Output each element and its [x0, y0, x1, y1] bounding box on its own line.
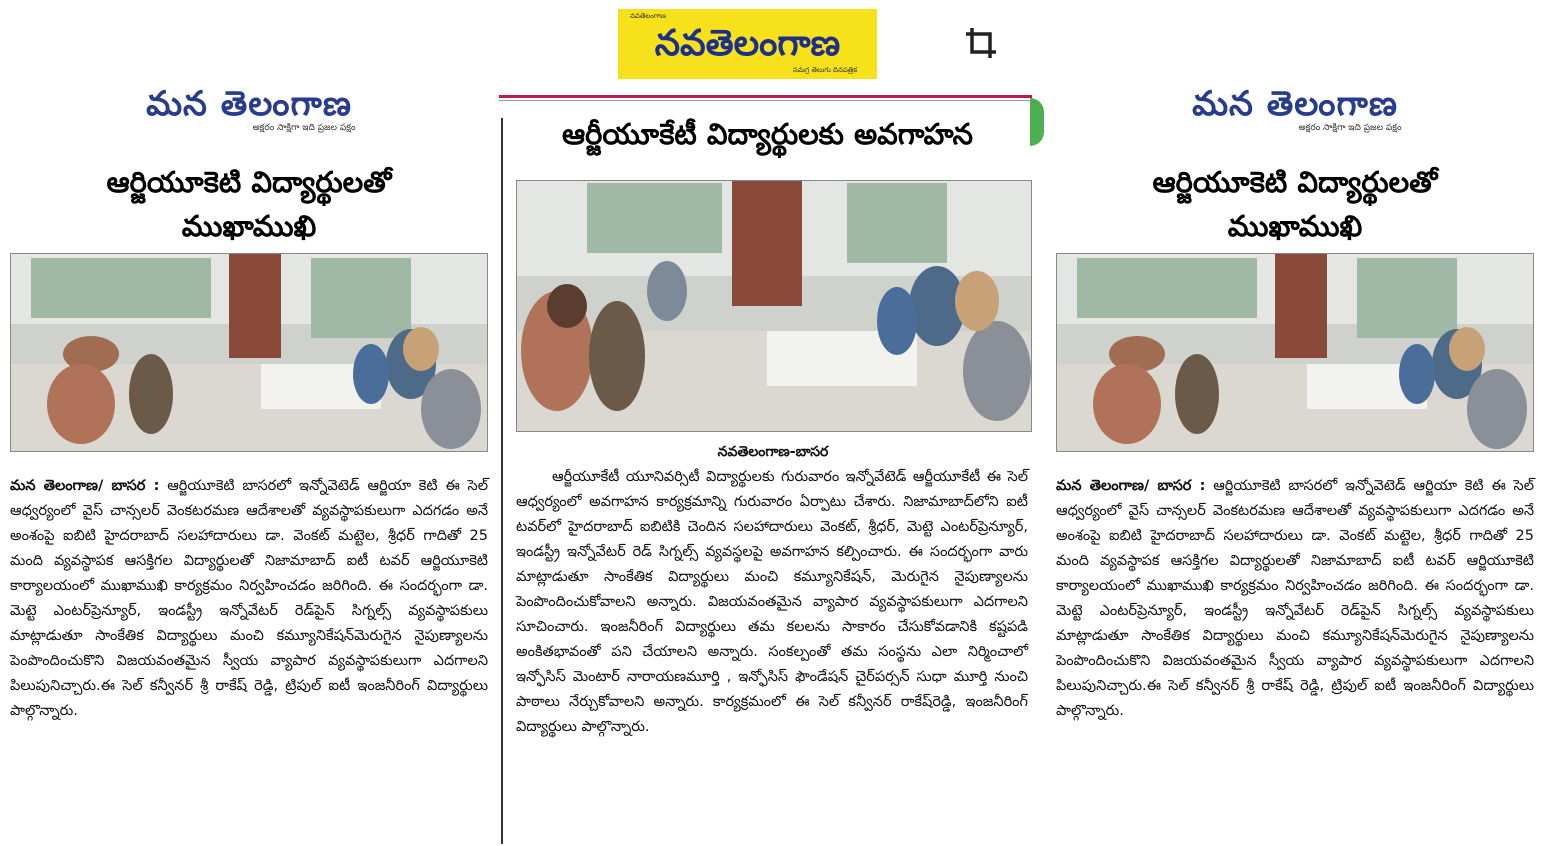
article-body [10, 474, 488, 724]
masthead-tagline: అక్షరం సాక్షిగా ఇది ప్రజల పక్షం [1298, 123, 1402, 133]
article-body [1056, 474, 1534, 724]
masthead-title: మన తెలంగాణ [1192, 84, 1398, 124]
right-clipping [1054, 0, 1536, 846]
logo-tagline: సమగ్ర తెలుగు దినపత్రిక [792, 66, 857, 74]
masthead [1054, 86, 1536, 134]
byline: నవతెలంగాణ-బాసర [717, 444, 829, 460]
dateline: మన తెలంగాణ/ బాసర : [1056, 478, 1206, 494]
masthead-title: మన తెలంగాణ [146, 84, 352, 124]
headline: ఆర్జీయూకేటీ విద్యార్థులకు అవగాహన [562, 117, 973, 151]
headline [8, 160, 490, 248]
news-photo [516, 180, 1032, 432]
masthead-tagline: అక్షరం సాక్షిగా ఇది ప్రజల పక్షం [252, 123, 356, 133]
logo-title: నవతెలంగాణ [654, 23, 841, 64]
article-text: ఆర్జియూకెటి బాసరలో ఇన్నోవెటెడ్ ఆర్జియా కెటి ఈ సెల్ ఆధ్వర్యంలో వైస్ చాన్సలర్ వెంకటరమణ ఆదేశాలతో వ్యవస్థాపకులుగా ఎదగడం అనే అంశంపై ఐబిటి హైదరాబాద్ సలహాదారులు డా. వెంకట్ మట్టెల, శ్రీధర్ గాదితో 25 మంది వ్యవస్థాపక ఆసక్తిగల విద్యార్థులతో నిజామాబాద్ ఐటీ టవర్ ఆర్జియూకెటి కార్యాలయంలో ముఖాముఖి కార్యక్రమం నిర్వహించడం జరిగింది. ఈ సందర్భంగా డా. మెట్టె ఎంటర్‌ప్రెన్యూర్, ఇండస్ట్రీ ఇన్నోవేటర్ రెడ్‌పైన్ సిగ్నల్స్ వ్యవస్థాపకులు మాట్లాడుతూ సాంకేతిక విద్యార్థులు మంచి కమ్యూనికేషన్‌మెరుగైన నైపుణ్యాలను పెంపొందించుకొని విజయవంతమైన స్వీయ వ్యాపార వ్యవస్థాపకులుగా ఎదగాలని పిలుపునిచ్చారు.ఈ సెల్ కన్వీనర్ శ్రీ రాకేష్ రెడ్డి, ట్రిపుల్ ఐటీ ఇంజనీరింగ్ విద్యార్థులు పాల్గొన్నారు. [1056, 478, 1535, 719]
headline-line-2: ముఖాముఖి [181, 209, 317, 243]
masthead [8, 86, 490, 134]
news-photo [1056, 253, 1534, 452]
headline-line-1: ఆర్జియూకెటి విద్యార్థులతో [106, 165, 392, 199]
left-clipping [8, 0, 490, 846]
headline-line-1: ఆర్జియూకెటి విద్యార్థులతో [1152, 165, 1438, 199]
dateline: మన తెలంగాణ/ బాసర : [10, 478, 160, 494]
article-body: ఆర్జీయూకేటీ యూనివర్సిటీ విద్యార్థులకు గురువారం ఇన్నోవేటెడ్ ఆర్జీయూకేటీ ఈ సెల్ ఆధ్వర్యంలో అవగాహన కార్యక్రమాన్ని గురువారం ఏర్పాటు చేశారు. నిజామాబాద్‌లోని ఐటీ టవర్‌లో హైదరాబాద్ ఐబిటికి చెందిన సలహాదారులు వెంకట్, శ్రీధర్, మెట్టె ఎంటర్‌ప్రెన్యూర్, ఇండస్ట్రీ ఇన్నోవేటర్ రెడ్ సిగ్నల్స్ వ్యవస్థలపై అవగాహన కల్పించారు. ఈ సందర్భంగా వారు మాట్లాడుతూ సాంకేతిక విద్యార్థులు మంచి కమ్యూనికేషన్, మెరుగైన నైపుణ్యాలను పెంపొందించుకోవాలని అన్నారు. విజయవంతమైన వ్యాపార వ్యవస్థాపకులుగా ఎదగాలని సూచించారు. ఇంజనీరింగ్ విద్యార్థులు తమ కలలను సాకారం చేసుకోవడానికి కష్టపడి అంకితభావంతో పని చేయాలని అన్నారు. సంకల్పంతో తమ సంస్థను ఎలా నిర్మించాలో ఇన్ఫోసిస్ మెంటార్ నారాయణమూర్తి , ఇన్ఫోసిస్ ఫౌండేషన్ చైర్‌పర్సన్ సుధా మూర్తి నుంచి పాఠాలు నేర్చుకోవాలని అన్నారు. కార్యక్రమంలో ఈ సెల్ కన్వీనర్ రాకేష్‌రెడ్డి, ఇంజనీరింగ్ విద్యార్థులు పాల్గొన్నారు. [516, 469, 1028, 735]
news-photo [10, 253, 488, 452]
headline-line-2: ముఖాముఖి [1227, 209, 1363, 243]
middle-clipping [500, 0, 1035, 846]
headline [1054, 160, 1536, 248]
logo-small-text: నవతెలంగాణ [630, 12, 667, 20]
article-text: ఆర్జియూకెటి బాసరలో ఇన్నోవెటెడ్ ఆర్జియా కెటి ఈ సెల్ ఆధ్వర్యంలో వైస్ చాన్సలర్ వెంకటరమణ ఆదేశాలతో వ్యవస్థాపకులుగా ఎదగడం అనే అంశంపై ఐబిటి హైదరాబాద్ సలహాదారులు డా. వెంకట్ మట్టెల, శ్రీధర్ గాదితో 25 మంది వ్యవస్థాపక ఆసక్తిగల విద్యార్థులతో నిజామాబాద్ ఐటీ టవర్ ఆర్జియూకెటి కార్యాలయంలో ముఖాముఖి కార్యక్రమం నిర్వహించడం జరిగింది. ఈ సందర్భంగా డా. మెట్టె ఎంటర్‌ప్రెన్యూర్, ఇండస్ట్రీ ఇన్నోవేటర్ రెడ్‌పైన్ సిగ్నల్స్ వ్యవస్థాపకులు మాట్లాడుతూ సాంకేతిక విద్యార్థులు మంచి కమ్యూనికేషన్‌మెరుగైన నైపుణ్యాలను పెంపొందించుకొని విజయవంతమైన స్వీయ వ్యాపార వ్యవస్థాపకులుగా ఎదగాలని పిలుపునిచ్చారు.ఈ సెల్ కన్వీనర్ శ్రీ రాకేష్ రెడ్డి, ట్రిపుల్ ఐటీ ఇంజనీరింగ్ విద్యార్థులు పాల్గొన్నారు. [10, 478, 489, 719]
